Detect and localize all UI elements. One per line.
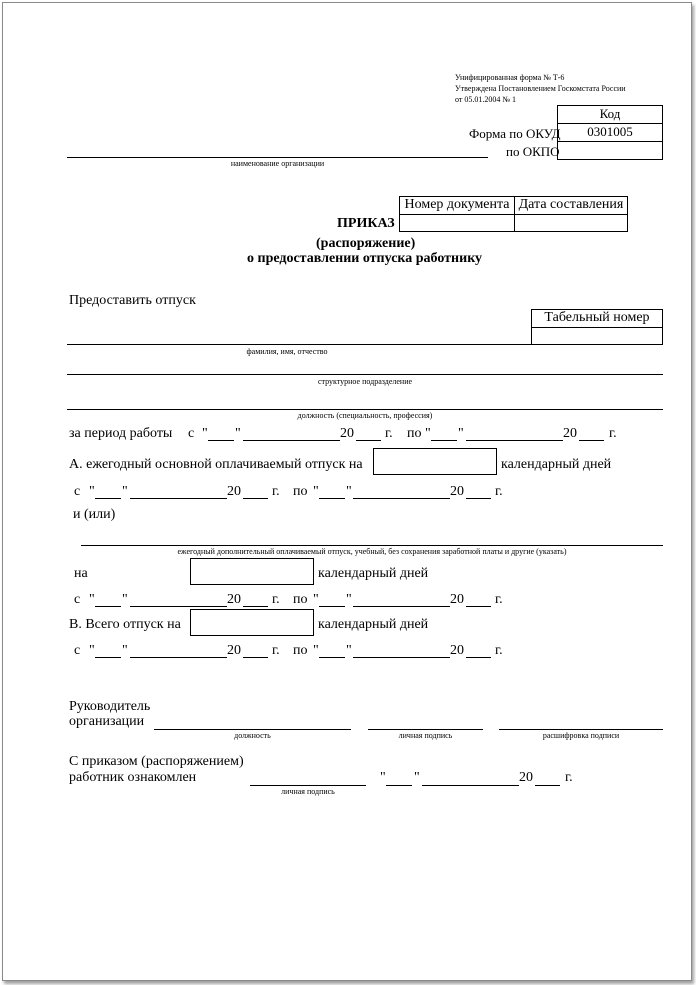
year-prefix: 20 xyxy=(519,770,533,785)
year-suffix: г. xyxy=(272,484,280,499)
head-signature-line[interactable] xyxy=(368,729,483,730)
quote-mark: " xyxy=(346,592,352,607)
period-to-month[interactable] xyxy=(466,440,563,441)
head-label-line2: организации xyxy=(69,714,145,729)
grant-leave-label: Предоставить отпуск xyxy=(69,293,196,308)
total-leave-days-box[interactable] xyxy=(190,609,314,636)
calendar-days-label: календарный дней xyxy=(318,566,429,581)
quote-mark: " xyxy=(414,770,420,785)
document-page xyxy=(2,2,692,981)
tab-number-header: Табельный номер xyxy=(531,309,663,328)
additional-to-year[interactable] xyxy=(466,606,491,607)
quote-mark: " xyxy=(313,643,319,658)
year-prefix: 20 xyxy=(227,592,241,607)
quote-mark: " xyxy=(89,643,95,658)
ack-month[interactable] xyxy=(422,785,519,786)
year-suffix: г. xyxy=(385,426,393,441)
on-label: на xyxy=(74,566,88,581)
doc-number-cell[interactable] xyxy=(399,214,515,232)
year-suffix: г. xyxy=(495,484,503,499)
unified-form-label: Унифицированная форма № Т-6 xyxy=(455,73,565,82)
ack-day[interactable] xyxy=(386,785,412,786)
period-from-day[interactable] xyxy=(208,440,234,441)
quote-mark: " xyxy=(425,426,431,441)
additional-to-month[interactable] xyxy=(353,606,450,607)
head-label-line1: Руководитель xyxy=(69,699,151,714)
additional-from-month[interactable] xyxy=(130,606,227,607)
head-decode-line[interactable] xyxy=(499,729,663,730)
total-leave-label: В. Всего отпуск на xyxy=(69,617,181,632)
ack-label-line1: С приказом (распоряжением) xyxy=(69,754,244,769)
to-label: по xyxy=(293,592,308,607)
ack-signature-caption: личная подпись xyxy=(281,787,335,796)
additional-leave-days-box[interactable] xyxy=(190,558,314,585)
year-prefix: 20 xyxy=(227,643,241,658)
additional-from-day[interactable] xyxy=(95,606,121,607)
additional-leave-line[interactable] xyxy=(81,545,663,546)
position-caption: должность (специальность, профессия) xyxy=(297,411,433,420)
quote-mark: " xyxy=(346,643,352,658)
year-suffix: г. xyxy=(565,770,573,785)
total-from-month[interactable] xyxy=(130,657,227,658)
year-suffix: г. xyxy=(609,426,617,441)
quote-mark: " xyxy=(202,426,208,441)
year-suffix: г. xyxy=(272,643,280,658)
period-from-year[interactable] xyxy=(356,440,381,441)
year-prefix: 20 xyxy=(340,426,354,441)
quote-mark: " xyxy=(235,426,241,441)
doc-date-header: Дата составления xyxy=(514,196,628,215)
annual-to-month[interactable] xyxy=(353,498,450,499)
total-from-day[interactable] xyxy=(95,657,121,658)
head-position-line[interactable] xyxy=(154,729,351,730)
annual-to-day[interactable] xyxy=(319,498,345,499)
year-suffix: г. xyxy=(495,643,503,658)
annual-leave-days-box[interactable] xyxy=(373,448,497,475)
and-or-label: и (или) xyxy=(73,507,116,522)
org-name-line[interactable] xyxy=(67,157,488,158)
order-about: о предоставлении отпуска работнику xyxy=(247,251,483,266)
quote-mark: " xyxy=(89,484,95,499)
approved-date-label: от 05.01.2004 № 1 xyxy=(455,95,517,104)
calendar-days-label: календарный дней xyxy=(501,457,612,472)
quote-mark: " xyxy=(313,592,319,607)
year-prefix: 20 xyxy=(450,592,464,607)
okud-label: Форма по ОКУД xyxy=(469,126,561,141)
period-to-day[interactable] xyxy=(431,440,457,441)
year-prefix: 20 xyxy=(227,484,241,499)
annual-from-month[interactable] xyxy=(130,498,227,499)
position-line[interactable] xyxy=(67,409,663,410)
department-caption: структурное подразделение xyxy=(317,377,413,386)
head-decode-caption: расшифровка подписи xyxy=(542,731,620,740)
additional-leave-caption: ежегодный дополнительный оплачиваемый отпуск, учебный, без сохранения заработной платы и другие (указать) xyxy=(177,547,567,556)
department-line[interactable] xyxy=(67,374,663,375)
annual-to-year[interactable] xyxy=(466,498,491,499)
approved-by-label: Утверждена Постановлением Госкомстата России xyxy=(455,84,626,93)
period-from-month[interactable] xyxy=(243,440,340,441)
order-title: ПРИКАЗ xyxy=(337,216,395,231)
order-subtitle: (распоряжение) xyxy=(316,236,416,251)
period-to-label: по xyxy=(407,426,422,441)
doc-date-cell[interactable] xyxy=(514,214,628,232)
to-label: по xyxy=(293,643,308,658)
org-name-caption: наименование организации xyxy=(230,159,325,168)
total-to-year[interactable] xyxy=(466,657,491,658)
annual-from-year[interactable] xyxy=(243,498,268,499)
okud-value-cell[interactable]: 0301005 xyxy=(557,123,663,142)
fio-line[interactable] xyxy=(67,344,663,345)
to-label: по xyxy=(293,484,308,499)
ack-year[interactable] xyxy=(535,785,560,786)
quote-mark: " xyxy=(89,592,95,607)
period-to-year[interactable] xyxy=(579,440,604,441)
doc-number-header: Номер документа xyxy=(399,196,515,215)
quote-mark: " xyxy=(122,484,128,499)
additional-to-day[interactable] xyxy=(319,606,345,607)
from-label: с xyxy=(74,484,81,499)
additional-from-year[interactable] xyxy=(243,606,268,607)
annual-from-day[interactable] xyxy=(95,498,121,499)
year-prefix: 20 xyxy=(450,484,464,499)
okpo-value-cell[interactable] xyxy=(557,141,663,160)
year-prefix: 20 xyxy=(563,426,577,441)
total-from-year[interactable] xyxy=(243,657,268,658)
head-signature-caption: личная подпись xyxy=(398,731,453,740)
total-to-month[interactable] xyxy=(353,657,450,658)
quote-mark: " xyxy=(458,426,464,441)
from-label: с xyxy=(74,592,81,607)
year-suffix: г. xyxy=(495,592,503,607)
head-position-caption: должность xyxy=(234,731,271,740)
quote-mark: " xyxy=(122,643,128,658)
period-from-label: с xyxy=(188,426,195,441)
quote-mark: " xyxy=(122,592,128,607)
year-prefix: 20 xyxy=(450,643,464,658)
total-to-day[interactable] xyxy=(319,657,345,658)
fio-caption: фамилия, имя, отчество xyxy=(246,347,328,356)
period-label: за период работы xyxy=(69,426,173,441)
ack-label-line2: работник ознакомлен xyxy=(69,770,197,785)
tab-number-cell[interactable] xyxy=(531,327,663,345)
annual-leave-label: А. ежегодный основной оплачиваемый отпуск на xyxy=(69,457,363,472)
year-suffix: г. xyxy=(272,592,280,607)
from-label: с xyxy=(74,643,81,658)
okpo-label: по ОКПО xyxy=(506,144,560,159)
quote-mark: " xyxy=(380,770,386,785)
quote-mark: " xyxy=(346,484,352,499)
quote-mark: " xyxy=(313,484,319,499)
kod-header: Код xyxy=(557,105,663,124)
calendar-days-label: календарный дней xyxy=(318,617,429,632)
ack-signature-line[interactable] xyxy=(250,785,366,786)
